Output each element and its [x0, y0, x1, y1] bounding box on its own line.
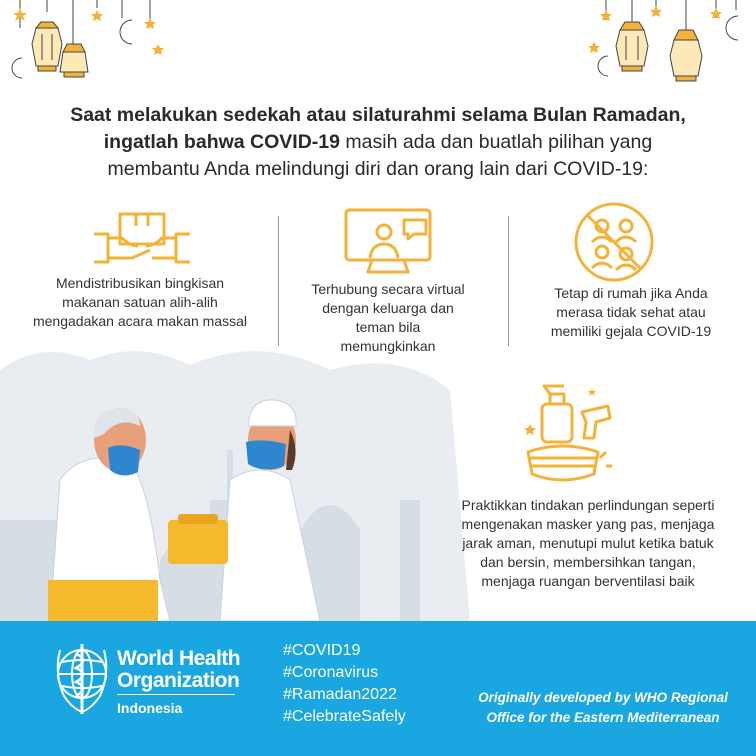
who-logo-divider: [117, 694, 235, 695]
divider: [508, 216, 509, 346]
tip-protective-measures: [428, 496, 748, 591]
credit-line: Originally developed by WHO Regional: [478, 690, 728, 705]
tip-line: merasa tidak sehat atau: [556, 304, 706, 320]
lanterns-right-decoration: [576, 0, 756, 90]
video-call-icon: [342, 206, 438, 276]
tip-line: makanan satuan alih-alih: [62, 294, 218, 310]
headline-covid-emphasis: ingatlah bahwa COVID-19: [103, 131, 340, 153]
who-emblem-logo: [52, 640, 112, 720]
tip-line: mengenakan masker yang pas, menjaga: [461, 516, 715, 532]
hashtag: #Coronavirus: [283, 664, 379, 681]
headline-line-1: Saat melakukan sedekah atau silaturahmi selama Bulan Ramadan,: [70, 104, 686, 126]
hashtag: #CelebrateSafely: [283, 708, 406, 725]
credit-note: [472, 688, 734, 728]
tip-line: menjaga ruangan berventilasi baik: [481, 573, 695, 589]
hygiene-icon: [522, 378, 618, 486]
credit-line: Office for the Eastern Mediterranean: [486, 710, 720, 725]
headline-line-3: membantu Anda melindungi diri dan orang lain dari COVID-19:: [107, 158, 649, 180]
tip-line: Praktikkan tindakan perlindungan seperti: [461, 497, 715, 513]
food-package: [168, 514, 228, 564]
face-mask: [108, 445, 140, 475]
tip-line: memungkinkan: [340, 338, 436, 354]
who-org-name-line-1: World Health: [117, 647, 241, 670]
tip-line: memiliki gejala COVID-19: [550, 323, 712, 339]
ramadan-illustration: [0, 330, 470, 621]
hashtag-list: [283, 640, 406, 728]
tip-food-parcel: [20, 274, 260, 331]
tip-line: Tetap di rumah jika Anda: [554, 285, 708, 301]
headline-line-2: [20, 129, 736, 156]
face-mask: [246, 440, 286, 469]
who-org-name: [117, 648, 240, 692]
no-gathering-icon: [572, 200, 656, 284]
tip-line: jarak aman, menutupi mulut ketika batuk: [462, 535, 714, 551]
tip-line: Mendistribusikan bingkisan: [55, 275, 225, 291]
divider: [278, 216, 279, 346]
tip-line: dengan keluarga dan: [322, 300, 454, 316]
lanterns-left-decoration: [0, 0, 180, 90]
tip-line: mengadakan acara makan massal: [32, 313, 247, 329]
who-country-label: Indonesia: [117, 700, 183, 716]
food-parcel-icon: [92, 208, 192, 272]
hashtag: #COVID19: [283, 642, 361, 659]
headline-line-2-rest: masih ada dan buatlah pilihan yang: [339, 131, 653, 153]
tip-line: teman bila: [355, 319, 421, 335]
who-org-name-line-2: Organization: [117, 669, 240, 692]
tip-line: Terhubung secara virtual: [311, 281, 465, 297]
hashtag: #Ramadan2022: [283, 686, 397, 703]
tip-line: dan bersin, membersihkan tangan,: [480, 554, 696, 570]
headline: [20, 102, 736, 183]
tip-stay-home: [515, 284, 747, 341]
